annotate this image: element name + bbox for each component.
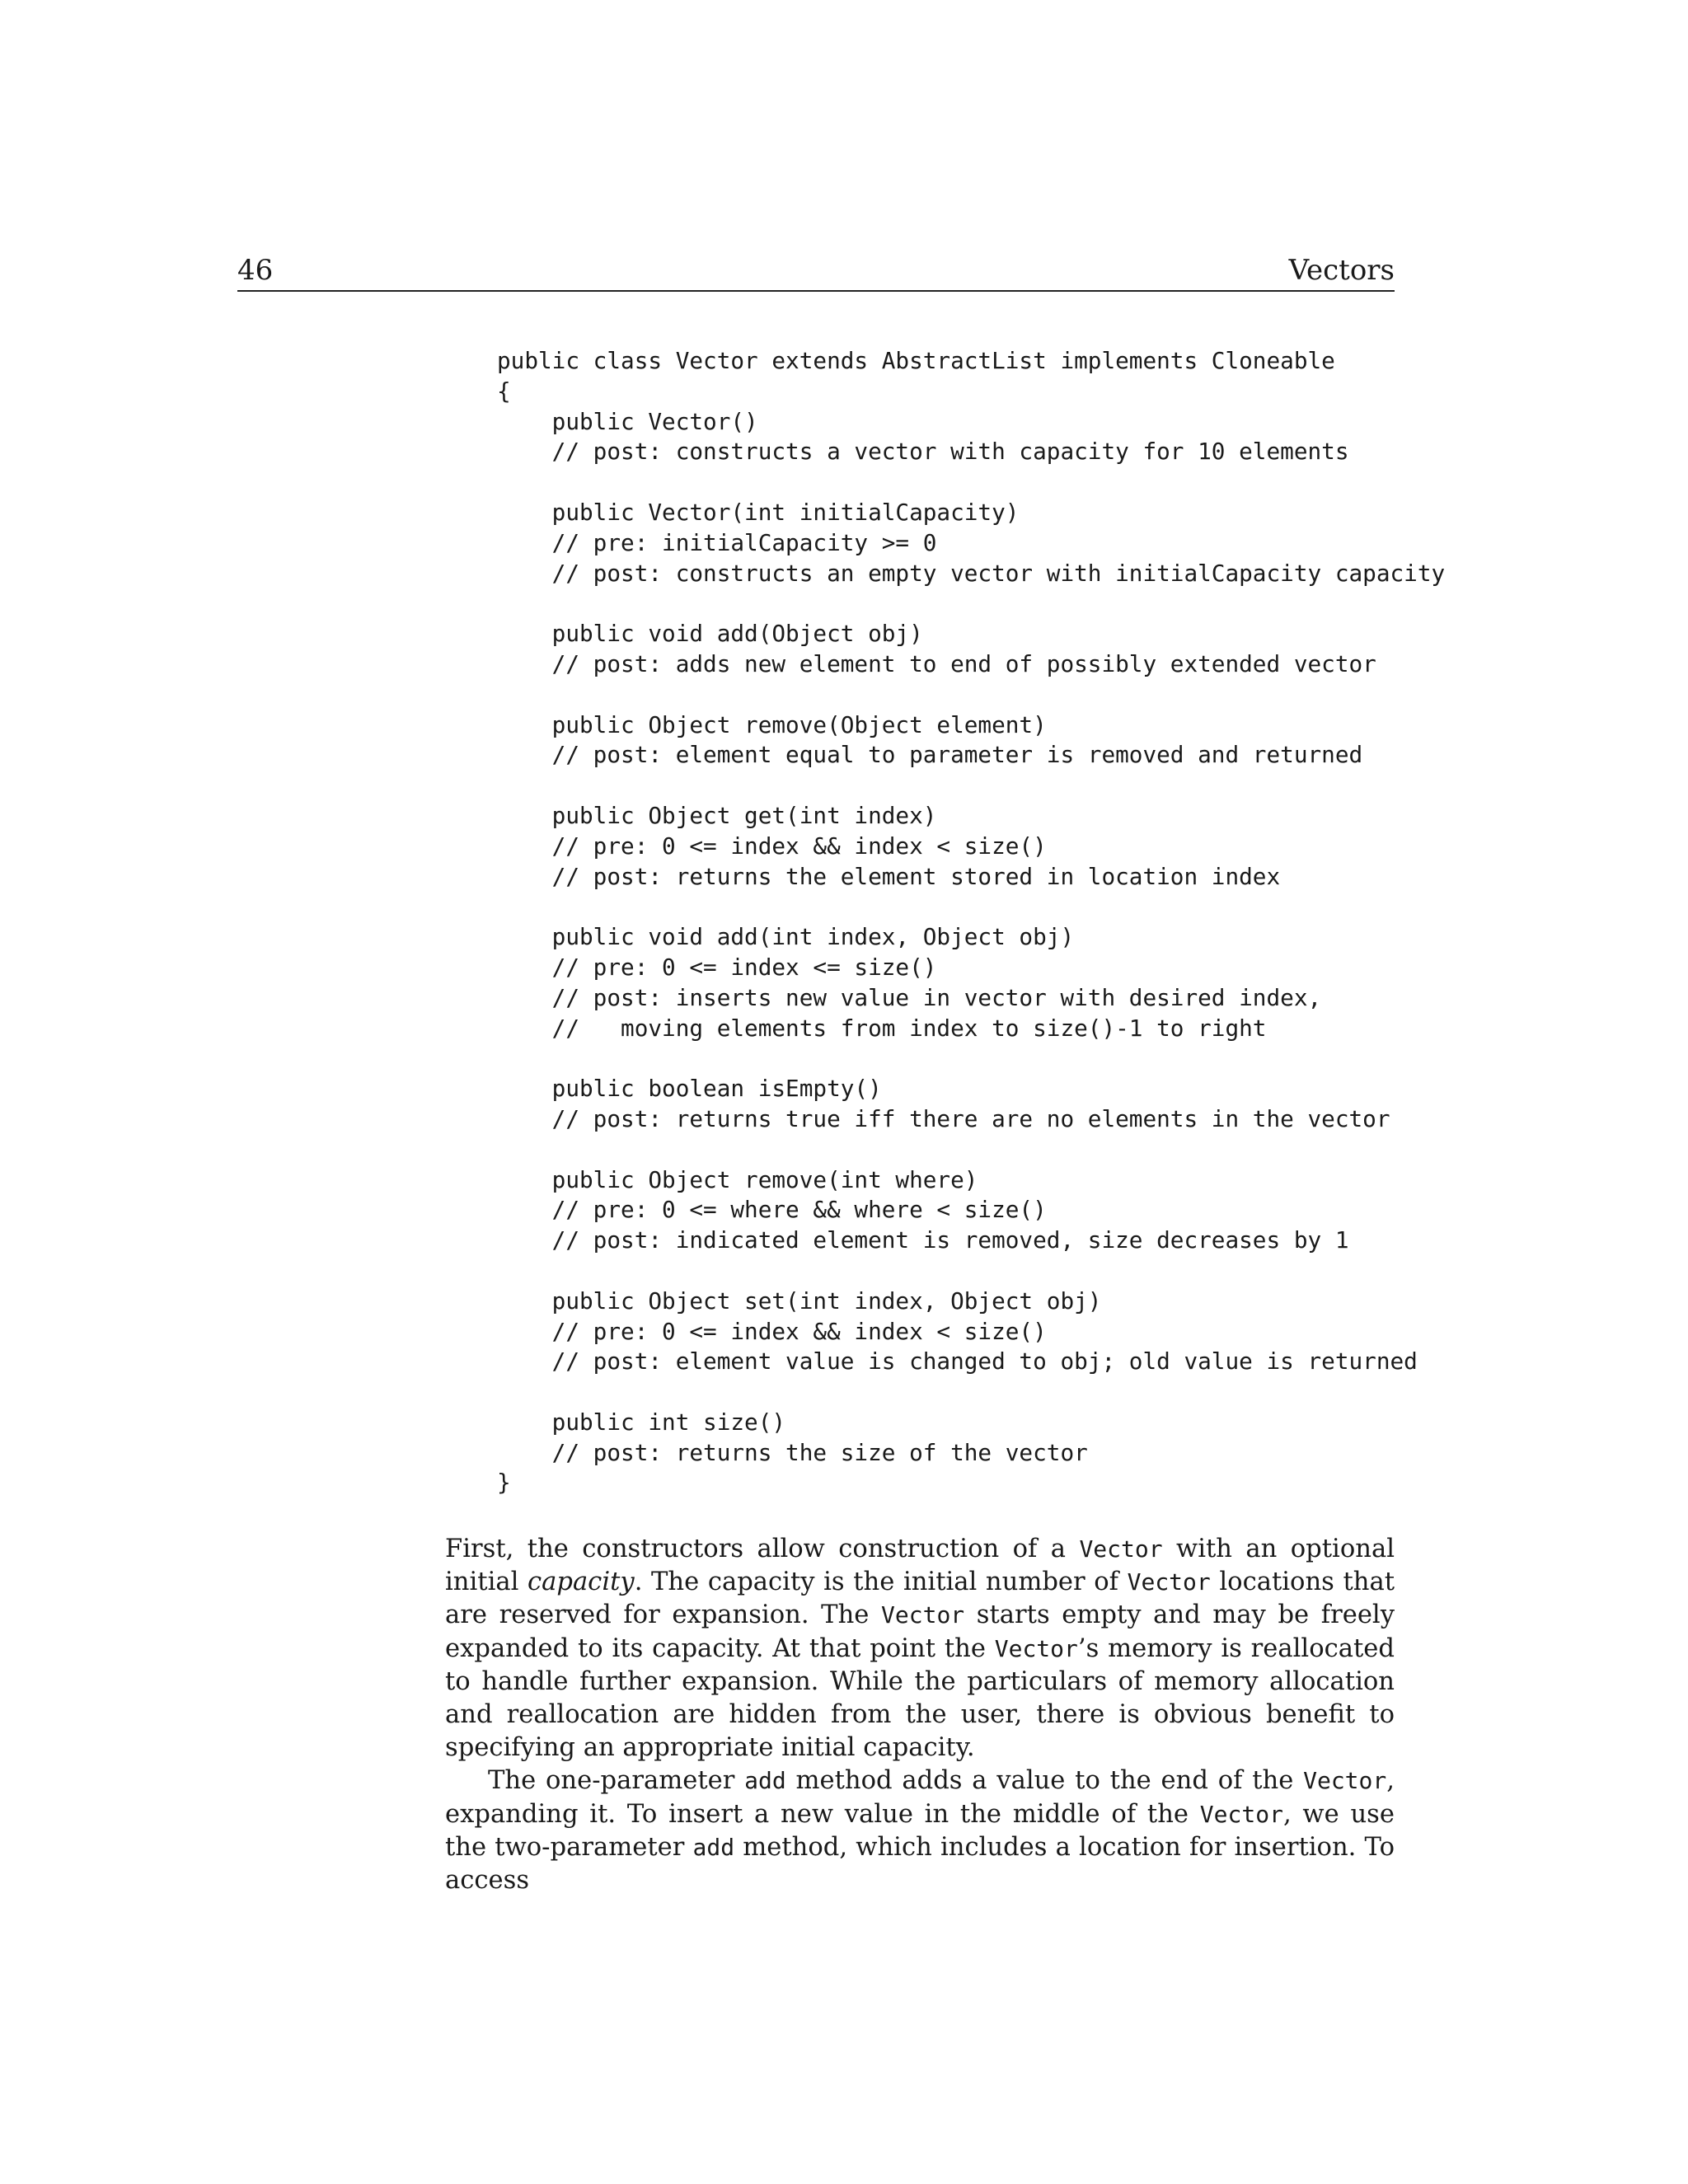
code-line: // post: element value is changed to obj; old value is returned bbox=[497, 1347, 1418, 1376]
code-line: // pre: initialCapacity >= 0 bbox=[497, 528, 937, 556]
text-run: method adds a value to the end of the bbox=[785, 1766, 1304, 1796]
code-line: // post: element equal to parameter is removed and returned bbox=[497, 741, 1363, 769]
body-text bbox=[445, 1533, 1395, 1897]
text-run: First, the constructors allow construction of a bbox=[445, 1535, 1080, 1563]
text-run: . The capacity is the initial number of bbox=[634, 1568, 1128, 1597]
code-line: // pre: 0 <= index && index < size() bbox=[497, 1317, 1047, 1345]
inline-code: Vector bbox=[1303, 1767, 1387, 1795]
code-line bbox=[497, 1135, 1445, 1165]
inline-code: Vector bbox=[881, 1601, 965, 1629]
running-title: Vectors bbox=[1288, 254, 1395, 287]
code-line: // pre: 0 <= index && index < size() bbox=[497, 832, 1047, 860]
text-run: with an optional initial bbox=[445, 1535, 1395, 1597]
code-line: // post: indicated element is removed, size decreases by 1 bbox=[497, 1226, 1349, 1254]
text-run: The one-parameter bbox=[488, 1766, 745, 1796]
code-line: public Object remove(int where) bbox=[497, 1165, 978, 1193]
code-line bbox=[497, 1043, 1445, 1074]
text-run: locations that are reserved for expansion. The bbox=[445, 1568, 1395, 1630]
code-listing bbox=[497, 346, 1445, 1498]
code-line: // post: returns true iff there are no elements in the vector bbox=[497, 1104, 1390, 1132]
code-line: public class Vector extends AbstractList implements Cloneable bbox=[497, 347, 1335, 374]
code-line: } bbox=[497, 1469, 511, 1497]
inline-code: Vector bbox=[1079, 1535, 1163, 1563]
code-line: // pre: 0 <= index <= size() bbox=[497, 953, 937, 981]
paragraph bbox=[445, 1533, 1395, 1765]
text-run: , we use the two-parameter bbox=[445, 1799, 1395, 1862]
code-line: public Object get(int index) bbox=[497, 801, 937, 829]
code-line: // post: constructs an empty vector with initialCapacity capacity bbox=[497, 559, 1446, 587]
code-line: // moving elements from index to size()-1 to right bbox=[497, 1014, 1267, 1042]
code-line: public void add(int index, Object obj) bbox=[497, 923, 1075, 951]
code-line bbox=[497, 588, 1445, 619]
code-line: public boolean isEmpty() bbox=[497, 1075, 882, 1103]
inline-code: Vector bbox=[1199, 1800, 1283, 1828]
text-run: , expanding it. To insert a new value in the middle of the bbox=[445, 1766, 1395, 1829]
code-line: // pre: 0 <= where && where < size() bbox=[497, 1196, 1047, 1224]
inline-code: Vector bbox=[1127, 1568, 1211, 1596]
paragraph bbox=[445, 1765, 1395, 1897]
code-line: public Vector(int initialCapacity) bbox=[497, 498, 1020, 526]
code-line: { bbox=[497, 377, 511, 405]
inline-code: Vector bbox=[994, 1634, 1078, 1662]
inline-code: add bbox=[744, 1767, 786, 1795]
code-line: // post: constructs a vector with capacity for 10 elements bbox=[497, 438, 1349, 466]
code-line: // post: returns the element stored in location index bbox=[497, 862, 1281, 890]
code-line bbox=[497, 771, 1445, 801]
code-line bbox=[497, 1377, 1445, 1408]
page-header bbox=[237, 251, 1395, 292]
text-run: starts empty and may be freely expanded to its capacity. At that point the bbox=[445, 1601, 1395, 1663]
code-line: // post: adds new element to end of possibly extended vector bbox=[497, 649, 1376, 677]
code-line: public Object remove(Object element) bbox=[497, 710, 1047, 738]
code-line: public Object set(int index, Object obj) bbox=[497, 1286, 1102, 1315]
emphasized-term: capacity bbox=[527, 1568, 635, 1597]
code-line bbox=[497, 680, 1445, 710]
code-line: // post: inserts new value in vector with desired index, bbox=[497, 983, 1322, 1011]
code-line: public void add(Object obj) bbox=[497, 620, 923, 648]
text-run: method, which includes a location for insertion. To access bbox=[445, 1832, 1395, 1896]
text-run: ’s memory is reallocated to handle further expansion. While the particulars of memory allocation and reallocation are hidden from the user, there is obvious benefit to specifying an appropriate initial capacity. bbox=[445, 1633, 1395, 1763]
code-line: public int size() bbox=[497, 1408, 786, 1436]
code-line bbox=[497, 1256, 1445, 1286]
code-line: // post: returns the size of the vector bbox=[497, 1438, 1088, 1466]
code-line: public Vector() bbox=[497, 407, 758, 435]
code-line bbox=[497, 892, 1445, 922]
page-number: 46 bbox=[237, 254, 274, 287]
inline-code: add bbox=[692, 1833, 735, 1861]
code-line bbox=[497, 467, 1445, 498]
